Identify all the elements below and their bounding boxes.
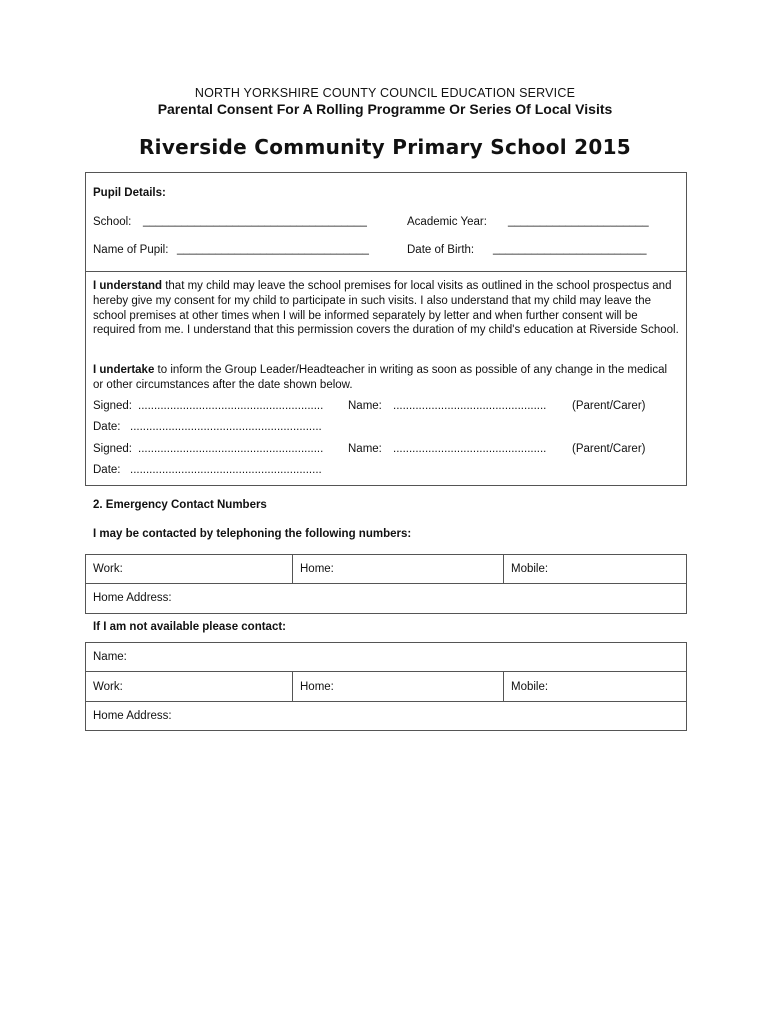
undertake-text: to inform the Group Leader/Headteacher in writing as soon as possible of any change in the medical or other circumstances after the date shown below.: [93, 364, 668, 391]
alternate-name-field[interactable]: Name:: [93, 651, 127, 663]
pupil-divider: [85, 271, 686, 272]
parent-carer-label-1: (Parent/Carer): [572, 400, 646, 412]
understand-bold: I understand: [93, 280, 163, 292]
emergency-intro: I may be contacted by telephoning the following numbers:: [93, 528, 412, 540]
signer-name-field-1[interactable]: ................................................: [393, 400, 547, 412]
undertake-bold: I undertake: [93, 364, 155, 376]
date-label-1: Date:: [93, 421, 121, 433]
academic-year-field[interactable]: ______________________: [508, 215, 649, 227]
form-title: Parental Consent For A Rolling Programme Or Series Of Local Visits: [157, 101, 613, 117]
contact-table-divider: [85, 583, 686, 584]
alternate-col-divider-1: [292, 671, 293, 701]
home-number-field[interactable]: Home:: [300, 563, 334, 575]
work-number-field[interactable]: Work:: [93, 563, 123, 575]
authority-heading: NORTH YORKSHIRE COUNTY COUNCIL EDUCATION SERVICE: [194, 86, 576, 100]
contact-table: [85, 554, 687, 614]
emergency-heading: 2. Emergency Contact Numbers: [93, 499, 267, 511]
signed-label-1: Signed:: [93, 400, 133, 412]
alternate-contact-intro: If I am not available please contact:: [93, 621, 287, 633]
date-of-birth-label: Date of Birth:: [407, 244, 475, 256]
school-field[interactable]: ___________________________________: [143, 215, 367, 227]
signer-name-label-2: Name:: [348, 443, 382, 455]
signed-label-2: Signed:: [93, 443, 133, 455]
pupil-name-field[interactable]: ______________________________: [177, 243, 369, 255]
pupil-name-label: Name of Pupil:: [93, 244, 169, 256]
school-label: School:: [93, 216, 132, 228]
contact-col-divider-2: [503, 554, 504, 584]
date-of-birth-field[interactable]: ________________________: [493, 243, 647, 255]
date-field-1[interactable]: ............................................................: [130, 421, 322, 433]
parent-carer-label-2: (Parent/Carer): [572, 443, 646, 455]
mobile-number-field[interactable]: Mobile:: [511, 563, 549, 575]
signer-name-label-1: Name:: [348, 400, 382, 412]
signer-name-field-2[interactable]: ................................................: [393, 443, 547, 455]
alternate-col-divider-2: [503, 671, 504, 701]
academic-year-label: Academic Year:: [407, 216, 487, 228]
understand-paragraph: [93, 279, 679, 338]
signed-field-1[interactable]: ..........................................................: [138, 400, 324, 412]
alternate-mobile-field[interactable]: Mobile:: [511, 681, 549, 693]
alternate-contact-table: [85, 642, 687, 731]
signed-field-2[interactable]: ..........................................................: [138, 443, 324, 455]
contact-col-divider-1: [292, 554, 293, 584]
pupil-details-heading: Pupil Details:: [93, 187, 166, 199]
alternate-work-field[interactable]: Work:: [93, 681, 123, 693]
alternate-row-divider-2: [85, 701, 686, 702]
date-field-2[interactable]: ............................................................: [130, 464, 322, 476]
undertake-paragraph: [93, 363, 679, 393]
home-address-field[interactable]: Home Address:: [93, 592, 172, 604]
understand-text: that my child may leave the school premises for local visits as outlined in the school prospectus and hereby give my consent for my child to participate in such visits. I also understand that my child may leave the school premises at other times when I will be informed separately by letter and when further consent will be required from me. I understand that this permission covers the duration of my child's education at Riverside School.: [93, 280, 679, 337]
school-title: Riverside Community Primary School 2015: [138, 135, 632, 159]
alternate-row-divider-1: [85, 671, 686, 672]
date-label-2: Date:: [93, 464, 121, 476]
alternate-address-field[interactable]: Home Address:: [93, 710, 172, 722]
alternate-home-field[interactable]: Home:: [300, 681, 334, 693]
